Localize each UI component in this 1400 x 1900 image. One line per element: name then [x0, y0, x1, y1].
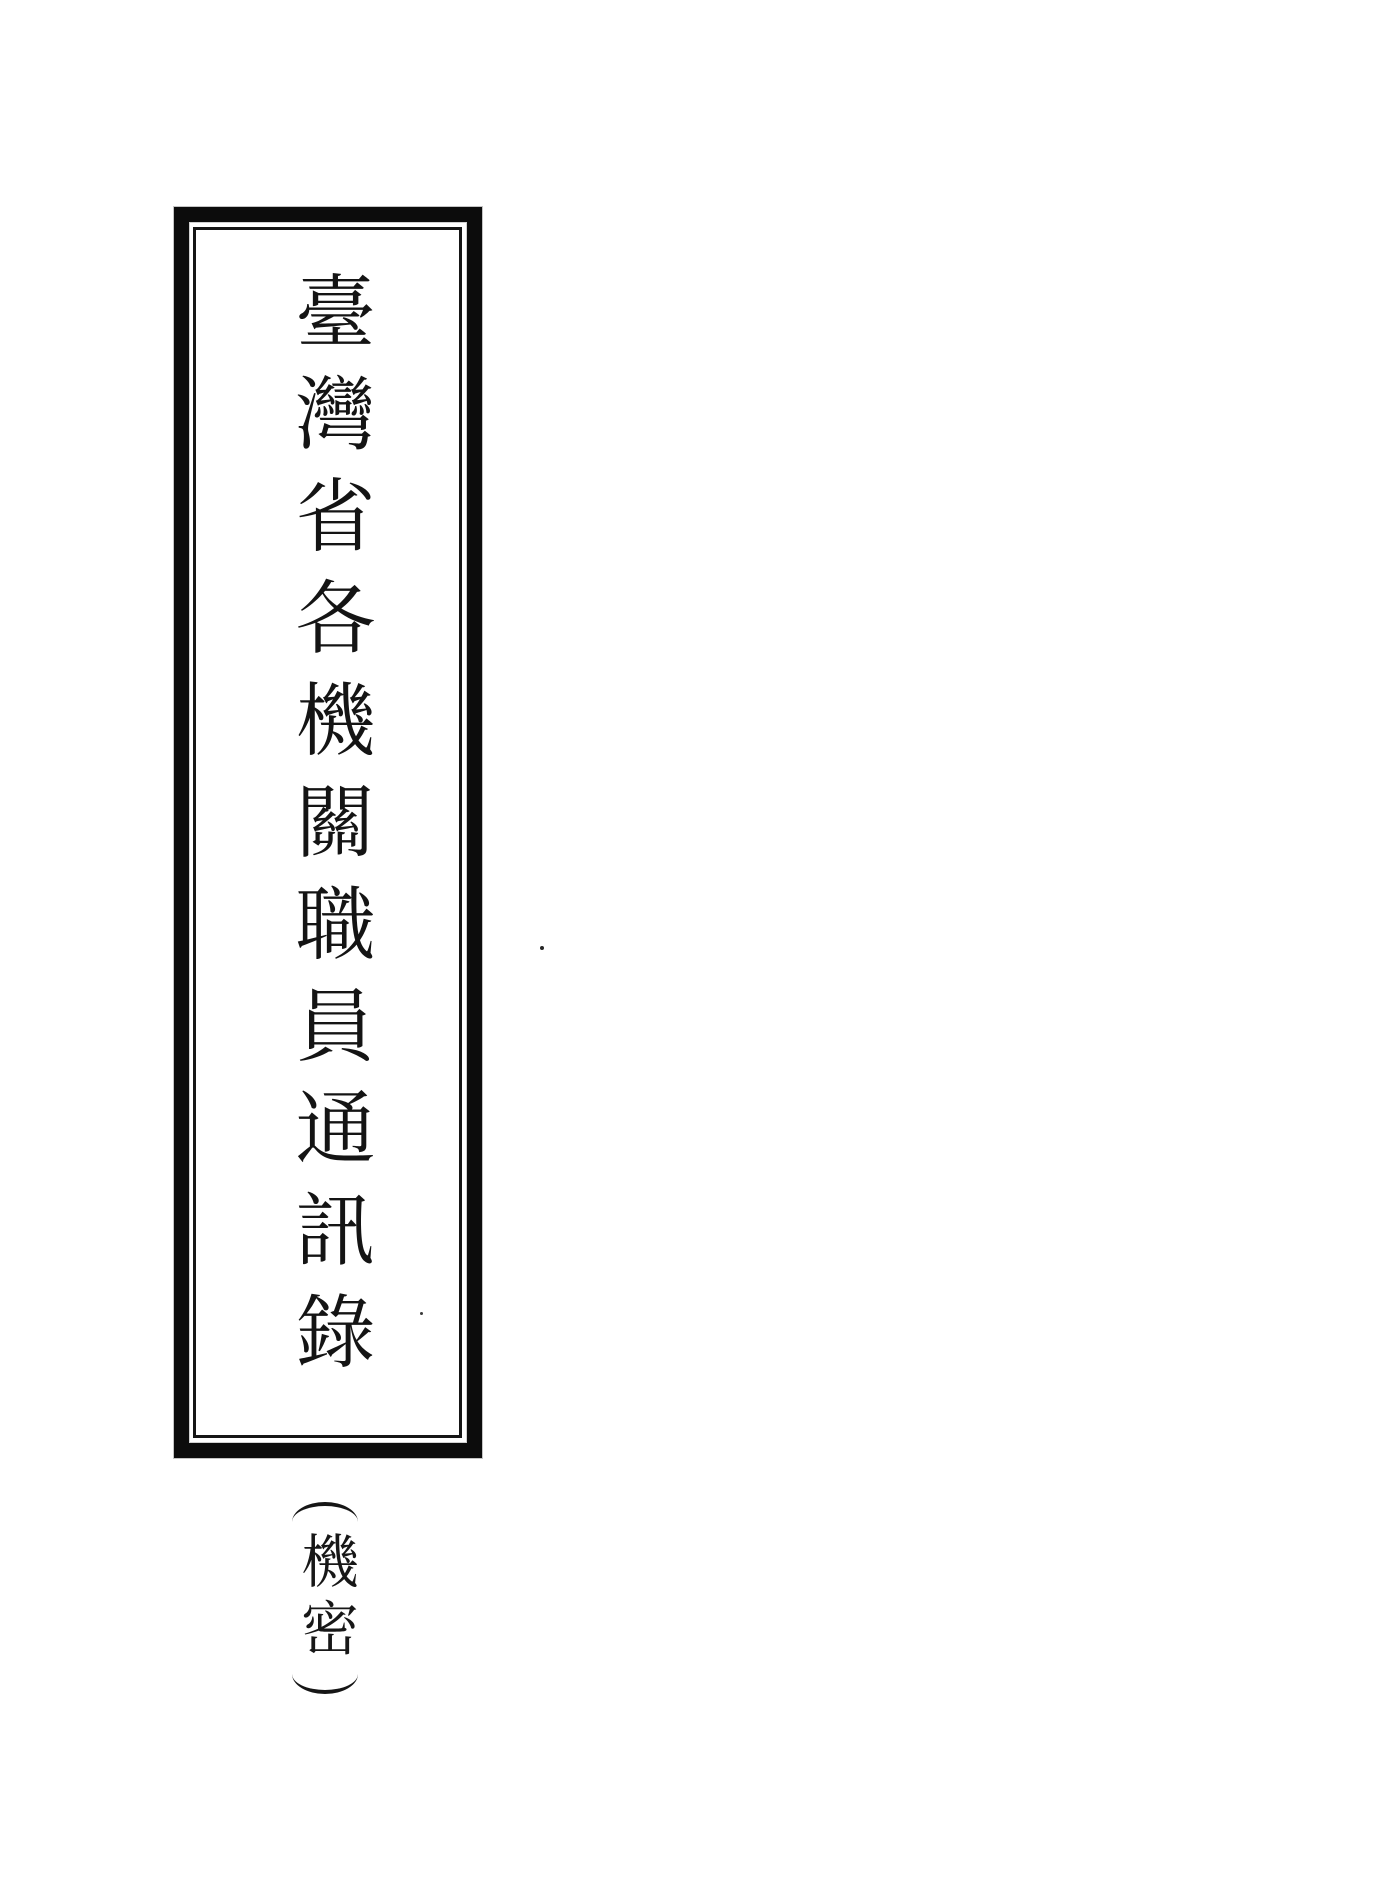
scan-speck [420, 1312, 423, 1315]
confidential-stamp [292, 1502, 358, 1694]
confidential-label: 機密 [291, 1531, 359, 1665]
book-title: 臺灣省各機關職員通訊錄 [282, 270, 375, 1392]
scan-speck [540, 946, 544, 950]
vertical-close-paren-icon [292, 1674, 358, 1694]
title-plate-border [174, 207, 482, 1458]
vertical-open-paren-icon [292, 1502, 358, 1522]
